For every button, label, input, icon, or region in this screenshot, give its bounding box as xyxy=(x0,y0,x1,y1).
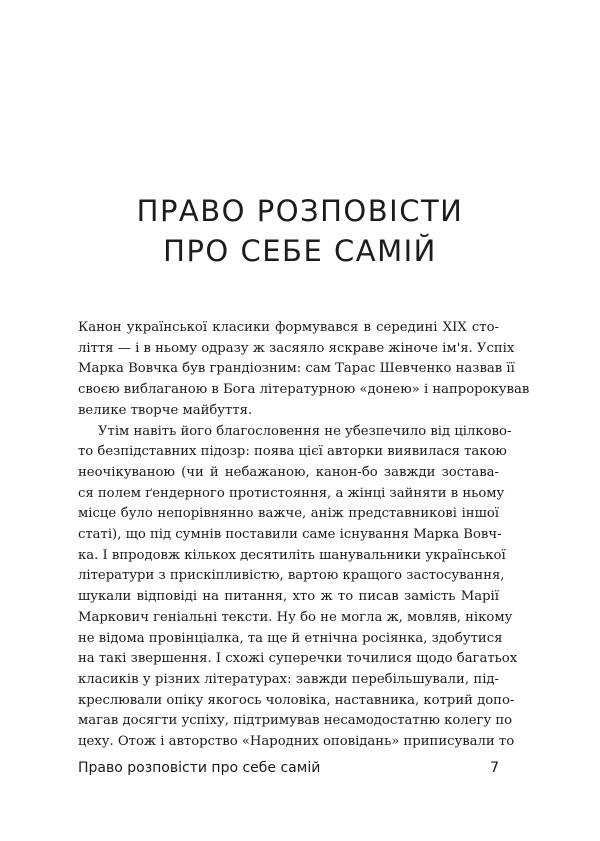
paragraph-2-line: то безпідставних підозр: поява цієї авторки виявилася такою xyxy=(78,444,507,460)
chapter-title xyxy=(0,191,600,271)
paragraph-2-line: шукали відповіді на питання, хто ж то писав замість Марії xyxy=(78,589,499,605)
paragraph-2-line: цеху. Отож і авторство «Народних оповідань» приписували то xyxy=(78,734,515,750)
paragraph-2-line: не відома провінціалка, та ще й етнічна росіянка, здобутися xyxy=(78,630,503,646)
paragraph-2-line: неочікуваною (чи й небажаною, канон-бо завжди зостава- xyxy=(78,464,499,480)
paragraph-1-line: своєю виблаганою в Бога літературною «донею» і напророкував xyxy=(78,382,530,398)
paragraph-2-line: креслювали опіку якогось чоловіка, наставника, котрий допо- xyxy=(78,692,515,708)
page-number: 7 xyxy=(490,760,499,776)
page-footer xyxy=(78,760,499,776)
paragraph-2-line: Маркович геніальні тексти. Ну бо не могла ж, мовляв, нікому xyxy=(78,609,513,625)
paragraph-2-line: класиків у різних літературах: завжди перебільшували, під- xyxy=(78,671,499,687)
paragraph-2-line: статі), що під сумнів поставили саме існування Марка Вовч- xyxy=(78,527,502,543)
paragraph-2-line: ся полем ґендерного протистояння, а жінці зайняти в ньому xyxy=(78,485,505,501)
paragraph-2-line: на такі звершення. І схожі суперечки точилися щодо багатьох xyxy=(78,651,518,667)
running-title: Право розповісти про себе самій xyxy=(78,760,321,776)
paragraph-2-line: магав досягти успіху, підтримував несамодостатню колегу по xyxy=(78,713,513,729)
paragraph-2-line: місце було непорівнянно важче, аніж представникові іншої xyxy=(78,506,499,522)
body-text xyxy=(78,318,530,753)
chapter-title-line-1: ПРАВО РОЗПОВІСТИ xyxy=(136,194,464,229)
paragraph-2-line: літератури з прискіпливістю, вартою кращого застосування, xyxy=(78,568,505,584)
paragraph-1-line: Канон української класики формувався в середині XIX сто- xyxy=(78,320,499,335)
paragraph-1-line: Марка Вовчка був грандіозним: сам Тарас Шевченко назвав її xyxy=(78,361,515,377)
chapter-title-line-2: ПРО СЕБЕ САМІЙ xyxy=(163,234,437,269)
paragraph-2-line: ка. І впродовж кількох десятиліть шанувальники української xyxy=(78,547,506,563)
paragraph-2-line: Утім навіть його благословення не убезпечило від цілково- xyxy=(98,423,512,439)
paragraph-1-line: ліття — і в ньому одразу ж засяяло яскраве жіноче ім'я. Успіх xyxy=(78,340,515,356)
paragraph-1-line: велике творче майбуття. xyxy=(78,402,253,418)
